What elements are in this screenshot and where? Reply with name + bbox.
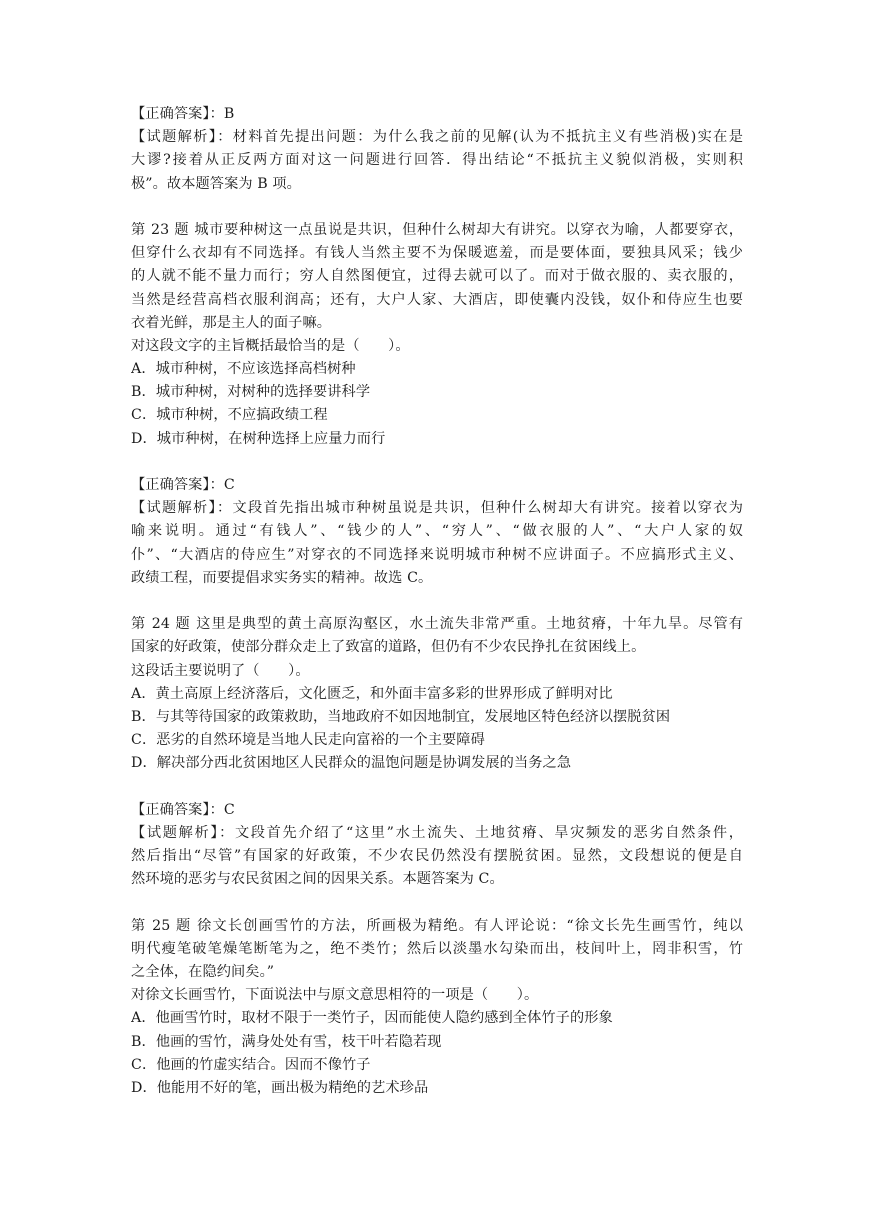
option-a: A．他画雪竹时，取材不限于一类竹子，因而能使人隐约感到全体竹子的形象 (131, 1010, 613, 1027)
question-stem-line: 的人就不能不量力而行；穷人自然图便宜，过得去就可以了。而对于做衣服的、卖衣服的， (131, 268, 743, 285)
option-d: D．解决部分西北贫困地区人民群众的温饱问题是协调发展的当务之急 (131, 755, 572, 772)
question-prompt: 对这段文字的主旨概括最恰当的是（ ）。 (131, 337, 410, 354)
question-stem-line: 衣着光鲜，那是主人的面子嘛。 (131, 314, 332, 331)
answer-block (131, 103, 743, 196)
spacer (131, 590, 743, 613)
spacer (131, 775, 743, 798)
spacer (131, 451, 743, 474)
question-block-24 (131, 613, 743, 775)
correct-answer: 【正确答案】：C (131, 801, 235, 818)
question-stem-line: 之全体，在隐约间矣。” (131, 963, 275, 980)
correct-answer: 【正确答案】：B (131, 106, 235, 122)
question-stem-line: 明代瘦笔破笔燥笔断笔为之，绝不类竹；然后以淡墨水勾染而出，枝间叶上，罔非积雪，竹 (131, 940, 743, 957)
question-prompt: 对徐文长画雪竹，下面说法中与原文意思相符的一项是（ ）。 (131, 987, 539, 1004)
option-d: D．城市种树，在树种选择上应量力而行 (131, 430, 386, 447)
question-stem-line: 当然是经营高档衣服利润高；还有，大户人家、大酒店，即使囊内没钱，奴仆和侍应生也要 (131, 291, 743, 308)
question-stem-line: 但穿什么衣却有不同选择。有钱人当然主要不为保暖遮羞，而是要体面，要独具风采；钱少 (131, 245, 743, 262)
answer-block (131, 474, 743, 590)
analysis-line: 喻来说明。通过“有钱人”、“钱少的人”、“穷人”、“做衣服的人”、“大户人家的奴 (131, 523, 743, 540)
question-block-23 (131, 219, 743, 451)
option-d: D．他能用不好的笔，画出极为精绝的艺术珍品 (131, 1079, 429, 1096)
analysis-line: 然后指出“尽管”有国家的好政策，不少农民仍然没有摆脱贫困。显然，文段想说的便是自 (131, 848, 743, 864)
analysis-line: 政绩工程，而要提倡求实务实的精神。故选 C。 (131, 569, 433, 586)
spacer (131, 891, 743, 914)
analysis-line: 极”。故本题答案为 B 项。 (131, 175, 301, 192)
option-a: A．城市种树，不应该选择高档树种 (131, 361, 356, 378)
option-b: B．城市种树，对树种的选择要讲科学 (131, 384, 371, 401)
option-b: B．他画的雪竹，满身处处有雪，枝干叶若隐若现 (131, 1033, 442, 1050)
analysis-line: 【试题解析】：文段首先介绍了“这里”水土流失、土地贫瘠、旱灾频发的恶劣自然条件， (131, 824, 743, 841)
answer-block (131, 799, 743, 892)
analysis-line: 然环境的恶劣与农民贫困之间的因果关系。本题答案为 C。 (131, 871, 504, 888)
spacer (131, 196, 743, 219)
option-c: C．城市种树，不应搞政绩工程 (131, 407, 328, 424)
option-a: A．黄土高原上经济落后，文化匮乏，和外面丰富多彩的世界形成了鲜明对比 (131, 685, 613, 702)
document-page (131, 103, 743, 1100)
question-block-25 (131, 915, 743, 1101)
analysis-line: 大谬?接着从正反两方面对这一问题进行回答．得出结论“不抵抗主义貌似消极，实则积 (131, 152, 743, 169)
question-stem-line: 第 24 题 这里是典型的黄土高原沟壑区，水土流失非常严重。土地贫瘠，十年九旱。尽管有 (131, 616, 743, 633)
question-stem-line: 国家的好政策，使部分群众走上了致富的道路，但仍有不少农民挣扎在贫困线上。 (131, 639, 646, 656)
analysis-line: 仆”、“大酒店的侍应生”对穿衣的不同选择来说明城市种树不应讲面子。不应搞形式主义、 (131, 546, 743, 563)
question-stem-line: 第 25 题 徐文长创画雪竹的方法，所画极为精绝。有人评论说：“徐文长先生画雪竹，纯以 (131, 917, 743, 934)
analysis-line: 【试题解析】：文段首先指出城市种树虽说是共识，但种什么树却大有讲究。接着以穿衣为 (131, 500, 743, 517)
question-prompt: 这段话主要说明了（ ）。 (131, 662, 310, 679)
option-c: C．他画的竹虚实结合。因而不像竹子 (131, 1056, 371, 1073)
question-stem-line: 第 23 题 城市要种树这一点虽说是共识，但种什么树却大有讲究。以穿衣为喻，人都要穿衣， (131, 221, 743, 238)
option-b: B．与其等待国家的政策救助，当地政府不如因地制宜，发展地区特色经济以摆脱贫困 (131, 708, 671, 725)
analysis-line: 【试题解析】：材料首先提出问题：为什么我之前的见解(认为不抵抗主义有些消极)实在是 (131, 129, 743, 146)
correct-answer: 【正确答案】：C (131, 477, 235, 493)
option-c: C．恶劣的自然环境是当地人民走向富裕的一个主要障碍 (131, 732, 485, 749)
